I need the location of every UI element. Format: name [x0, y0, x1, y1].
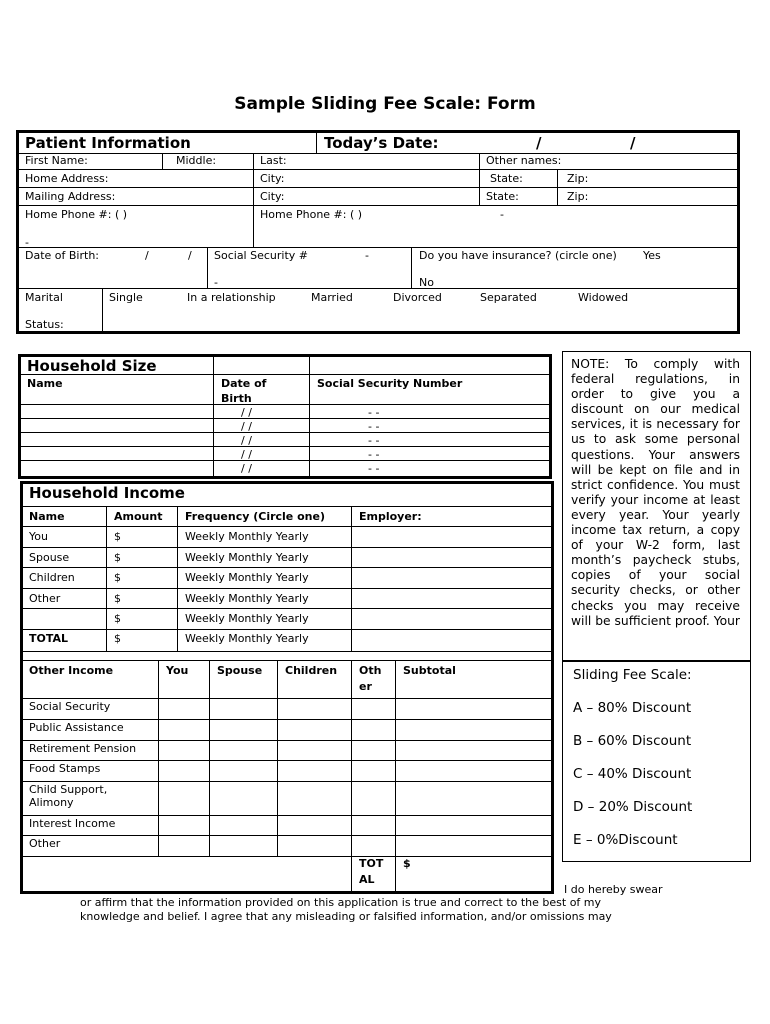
fee-scale-item-e: E – 0%Discount — [573, 832, 678, 848]
other-income-total-label-2: AL — [359, 873, 375, 886]
other-income-total-amount[interactable]: $ — [403, 857, 411, 870]
other-income-row-public-assistance: Public Assistance — [29, 721, 124, 734]
ssn-field[interactable]: Social Security # — [214, 249, 308, 262]
income-freq-children[interactable]: Weekly Monthly Yearly — [185, 571, 309, 584]
income-freq-total[interactable]: Weekly Monthly Yearly — [185, 632, 309, 645]
other-income-col-other: Oth — [359, 664, 382, 677]
attestation-line-2: or affirm that the information provided on this application is true and correct to the best of my — [80, 896, 602, 909]
household-row-4-ssn[interactable]: - - — [368, 448, 380, 461]
patient-info-header: Patient Information — [25, 134, 191, 152]
note-box — [562, 351, 751, 661]
other-income-row-alimony: Alimony — [29, 796, 74, 809]
other-income-row-other: Other — [29, 837, 61, 850]
mailing-address-field[interactable]: Mailing Address: — [25, 190, 116, 203]
income-row-other: Other — [29, 592, 61, 605]
other-income-row-child-support: Child Support, — [29, 783, 108, 796]
income-row-total: TOTAL — [29, 632, 69, 645]
todays-date-label: Today’s Date: — [324, 134, 439, 152]
ssn-dash-2: - — [214, 276, 218, 289]
income-col-employer: Employer: — [359, 510, 422, 523]
fee-scale-item-a: A – 80% Discount — [573, 700, 692, 716]
household-row-3-dob[interactable]: / / — [241, 434, 252, 447]
other-income-col-you: You — [166, 664, 189, 677]
note-text: NOTE: To comply with federal regulations, in order to give you a discount on our medical services, it is necessary for us to ask some personal questions. Your answers will be kept on file and in strict confidence. You must verify your income at least every year. Your yearly income tax return, a copy of your W-2 form, last month’s paycheck stubs, copies of your social security checks, or other checks you may receive will be sufficient proof. Your — [571, 357, 740, 628]
fee-scale-item-b: B – 60% Discount — [573, 733, 692, 749]
household-row-1-ssn[interactable]: - - — [368, 406, 380, 419]
income-row-children: Children — [29, 571, 75, 584]
date-slash-1: / — [536, 134, 542, 152]
mailing-zip-field[interactable]: Zip: — [567, 190, 589, 203]
household-size-col-ssn: Social Security Number — [317, 377, 463, 390]
income-amount-children[interactable]: $ — [114, 571, 121, 584]
marital-option-married[interactable]: Married — [311, 291, 353, 304]
income-col-name: Name — [29, 510, 65, 523]
middle-name-field[interactable]: Middle: — [176, 154, 217, 167]
marital-status-label: Status: — [25, 318, 64, 331]
household-row-2-ssn[interactable]: - - — [368, 420, 380, 433]
other-income-total-label: TOT — [359, 857, 384, 870]
other-income-col-subtotal: Subtotal — [403, 664, 456, 677]
household-row-3-ssn[interactable]: - - — [368, 434, 380, 447]
home-city-field[interactable]: City: — [260, 172, 285, 185]
household-row-1-dob[interactable]: / / — [241, 406, 252, 419]
attestation-line-1: I do hereby swear — [564, 883, 663, 896]
other-income-row-social-security: Social Security — [29, 700, 111, 713]
last-name-field[interactable]: Last: — [260, 154, 287, 167]
home-address-field[interactable]: Home Address: — [25, 172, 109, 185]
mailing-city-field[interactable]: City: — [260, 190, 285, 203]
home-phone-dash-2: - — [500, 208, 504, 221]
income-freq-other[interactable]: Weekly Monthly Yearly — [185, 592, 309, 605]
income-freq-spouse[interactable]: Weekly Monthly Yearly — [185, 551, 309, 564]
income-row-spouse: Spouse — [29, 551, 70, 564]
income-freq-blank[interactable]: Weekly Monthly Yearly — [185, 612, 309, 625]
income-amount-spouse[interactable]: $ — [114, 551, 121, 564]
marital-option-relationship[interactable]: In a relationship — [187, 291, 276, 304]
home-phone-field-2[interactable]: Home Phone #: ( ) — [260, 208, 363, 221]
first-name-field[interactable]: First Name: — [25, 154, 88, 167]
marital-label: Marital — [25, 291, 63, 304]
other-income-col-children: Children — [285, 664, 338, 677]
other-income-col-label: Other Income — [29, 664, 114, 677]
home-zip-field[interactable]: Zip: — [567, 172, 589, 185]
income-amount-other[interactable]: $ — [114, 592, 121, 605]
fee-scale-item-c: C – 40% Discount — [573, 766, 692, 782]
marital-option-single[interactable]: Single — [109, 291, 143, 304]
fee-scale-title: Sliding Fee Scale: — [573, 667, 692, 683]
household-size-col-name: Name — [27, 377, 63, 390]
other-names-field[interactable]: Other names: — [486, 154, 562, 167]
household-row-2-dob[interactable]: / / — [241, 420, 252, 433]
home-phone-dash: - — [25, 236, 29, 249]
marital-option-widowed[interactable]: Widowed — [578, 291, 629, 304]
dob-slash-1: / — [145, 249, 149, 262]
household-row-5-ssn[interactable]: - - — [368, 462, 380, 475]
other-income-col-spouse: Spouse — [217, 664, 263, 677]
ssn-dash-1: - — [365, 249, 369, 262]
household-size-col-dob-2: Birth — [221, 392, 252, 405]
insurance-yes[interactable]: Yes — [643, 249, 661, 262]
mailing-state-field[interactable]: State: — [486, 190, 519, 203]
income-amount-you[interactable]: $ — [114, 530, 121, 543]
dob-slash-2: / — [188, 249, 192, 262]
income-freq-you[interactable]: Weekly Monthly Yearly — [185, 530, 309, 543]
income-amount-total[interactable]: $ — [114, 632, 121, 645]
income-col-amount: Amount — [114, 510, 163, 523]
home-state-field[interactable]: State: — [490, 172, 523, 185]
household-income-header: Household Income — [29, 484, 185, 502]
other-income-row-interest: Interest Income — [29, 817, 116, 830]
home-phone-field[interactable]: Home Phone #: ( ) — [25, 208, 128, 221]
household-row-5-dob[interactable]: / / — [241, 462, 252, 475]
income-col-frequency: Frequency (Circle one) — [185, 510, 325, 523]
other-income-row-retirement: Retirement Pension — [29, 742, 137, 755]
other-income-col-other-2: er — [359, 680, 372, 693]
marital-option-divorced[interactable]: Divorced — [393, 291, 442, 304]
income-row-you: You — [29, 530, 48, 543]
household-size-col-dob: Date of — [221, 377, 267, 390]
fee-scale-item-d: D – 20% Discount — [573, 799, 693, 815]
insurance-no[interactable]: No — [419, 276, 434, 289]
sliding-fee-scale-box — [562, 661, 751, 862]
attestation-line-3: knowledge and belief. I agree that any misleading or falsified information, and/or omissions may — [80, 910, 612, 923]
dob-field[interactable]: Date of Birth: — [25, 249, 100, 262]
page-title: Sample Sliding Fee Scale: Form — [234, 94, 536, 114]
income-amount-blank[interactable]: $ — [114, 612, 121, 625]
insurance-question: Do you have insurance? (circle one) — [419, 249, 617, 262]
other-income-row-food-stamps: Food Stamps — [29, 762, 101, 775]
date-slash-2: / — [630, 134, 636, 152]
household-size-header: Household Size — [27, 357, 157, 375]
household-row-4-dob[interactable]: / / — [241, 448, 252, 461]
marital-option-separated[interactable]: Separated — [480, 291, 537, 304]
